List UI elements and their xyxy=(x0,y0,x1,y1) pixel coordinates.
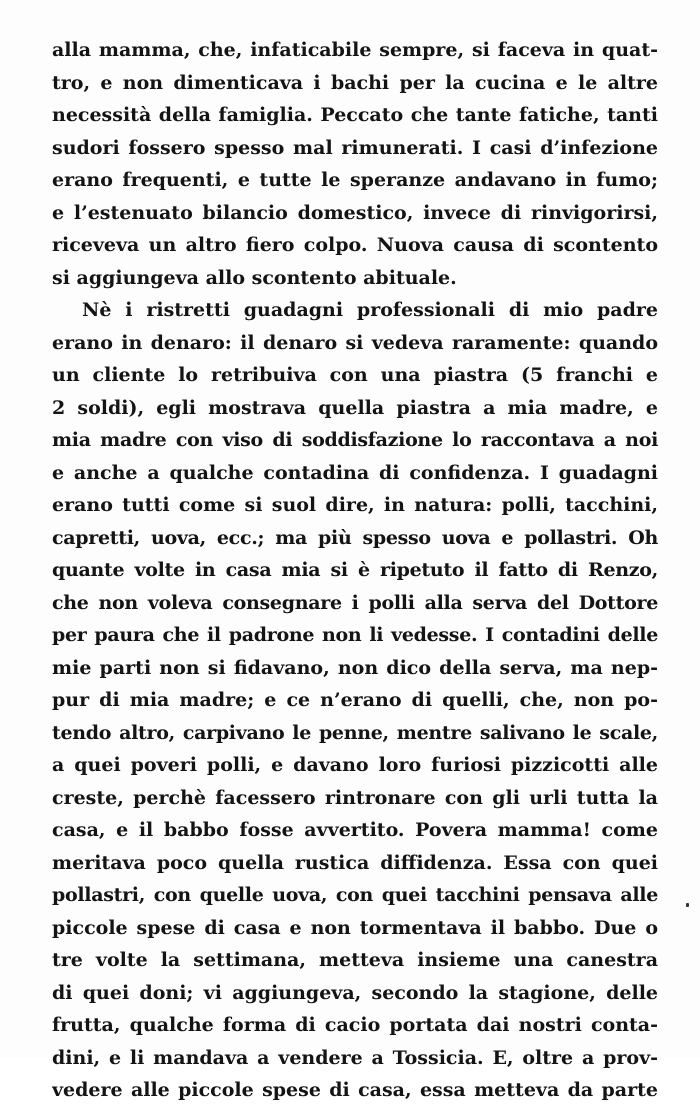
text-line: mia madre con viso di soddisfazione lo raccontava a noi xyxy=(52,429,658,451)
text-line: per paura che il padrone non li vedesse. I contadini delle xyxy=(52,624,658,646)
text-line: erano in denaro: il denaro si vedeva raramente: quando xyxy=(52,331,658,354)
text-line: capretti, uova, ecc.; ma più spesso uova e pollastri. Oh xyxy=(52,526,658,549)
text-line: necessità della famiglia. Peccato che tante fatiche, tanti xyxy=(52,104,658,126)
paragraph-1 xyxy=(52,34,658,294)
text-line: erano tutti come si suol dire, in natura: polli, tacchini, xyxy=(52,494,658,516)
text-line: frutta, qualche forma di cacio portata dai nostri conta- xyxy=(52,1014,658,1036)
text-line: alla mamma, che, infaticabile sempre, si faceva in quat- xyxy=(52,39,658,61)
text-line: tro, e non dimenticava i bachi per la cucina e le altre xyxy=(52,71,658,94)
text-line: creste, perchè facessero rintronare con gli urli tutta la xyxy=(52,786,658,809)
ink-speck xyxy=(686,903,689,907)
text-line: piccole spese di casa e non tormentava il babbo. Due o xyxy=(52,916,658,939)
text-line: tre volte la settimana, metteva insieme una canestra xyxy=(52,949,658,971)
text-line: quante volte in casa mia si è ripetuto il fatto di Renzo, xyxy=(52,559,658,581)
text-line: riceveva un altro fiero colpo. Nuova causa di scontento xyxy=(52,234,658,256)
text-line: casa, e il babbo fosse avvertito. Povera mamma! come xyxy=(52,819,658,841)
text-line: sudori fossero spesso mal rimunerati. I casi d’infezione xyxy=(52,136,658,159)
text-line: Nè i ristretti guadagni professionali di mio padre xyxy=(82,299,658,321)
text-line: erano frequenti, e tutte le speranze andavano in fumo; xyxy=(52,169,658,191)
text-line: tendo altro, carpivano le penne, mentre salivano le scale, xyxy=(52,721,658,744)
text-line: che non voleva consegnare i polli alla serva del Dottore xyxy=(52,591,658,614)
paragraph-2 xyxy=(52,294,658,1107)
text-line: e anche a qualche contadina di confidenza. I guadagni xyxy=(52,461,658,484)
text-line: pur di mia madre; e ce n’erano di quelli, che, non po- xyxy=(52,689,658,711)
text-line: si aggiungeva allo scontento abituale. xyxy=(52,266,457,289)
text-line: di quei doni; vi aggiungeva, secondo la stagione, delle xyxy=(52,981,658,1004)
text-line: 2 soldi), egli mostrava quella piastra a mia madre, e xyxy=(52,396,658,419)
body-text xyxy=(52,34,658,1107)
text-line: vedere alle piccole spese di casa, essa metteva da parte xyxy=(52,1079,658,1101)
text-line: dini, e li mandava a vendere a Tossicia. E, oltre a prov- xyxy=(52,1046,658,1069)
text-line: pollastri, con quelle uova, con quei tacchini pensava alle xyxy=(52,884,658,906)
text-line: mie parti non si fidavano, non dico della serva, ma nep- xyxy=(52,656,658,679)
text-line: meritava poco quella rustica diffidenza. Essa con quei xyxy=(52,851,658,874)
text-line: e l’estenuato bilancio domestico, invece di rinvigorirsi, xyxy=(52,201,658,224)
text-line: a quei poveri polli, e davano loro furiosi pizzicotti alle xyxy=(52,754,658,776)
text-line: un cliente lo retribuiva con una piastra (5 franchi e xyxy=(52,364,658,386)
